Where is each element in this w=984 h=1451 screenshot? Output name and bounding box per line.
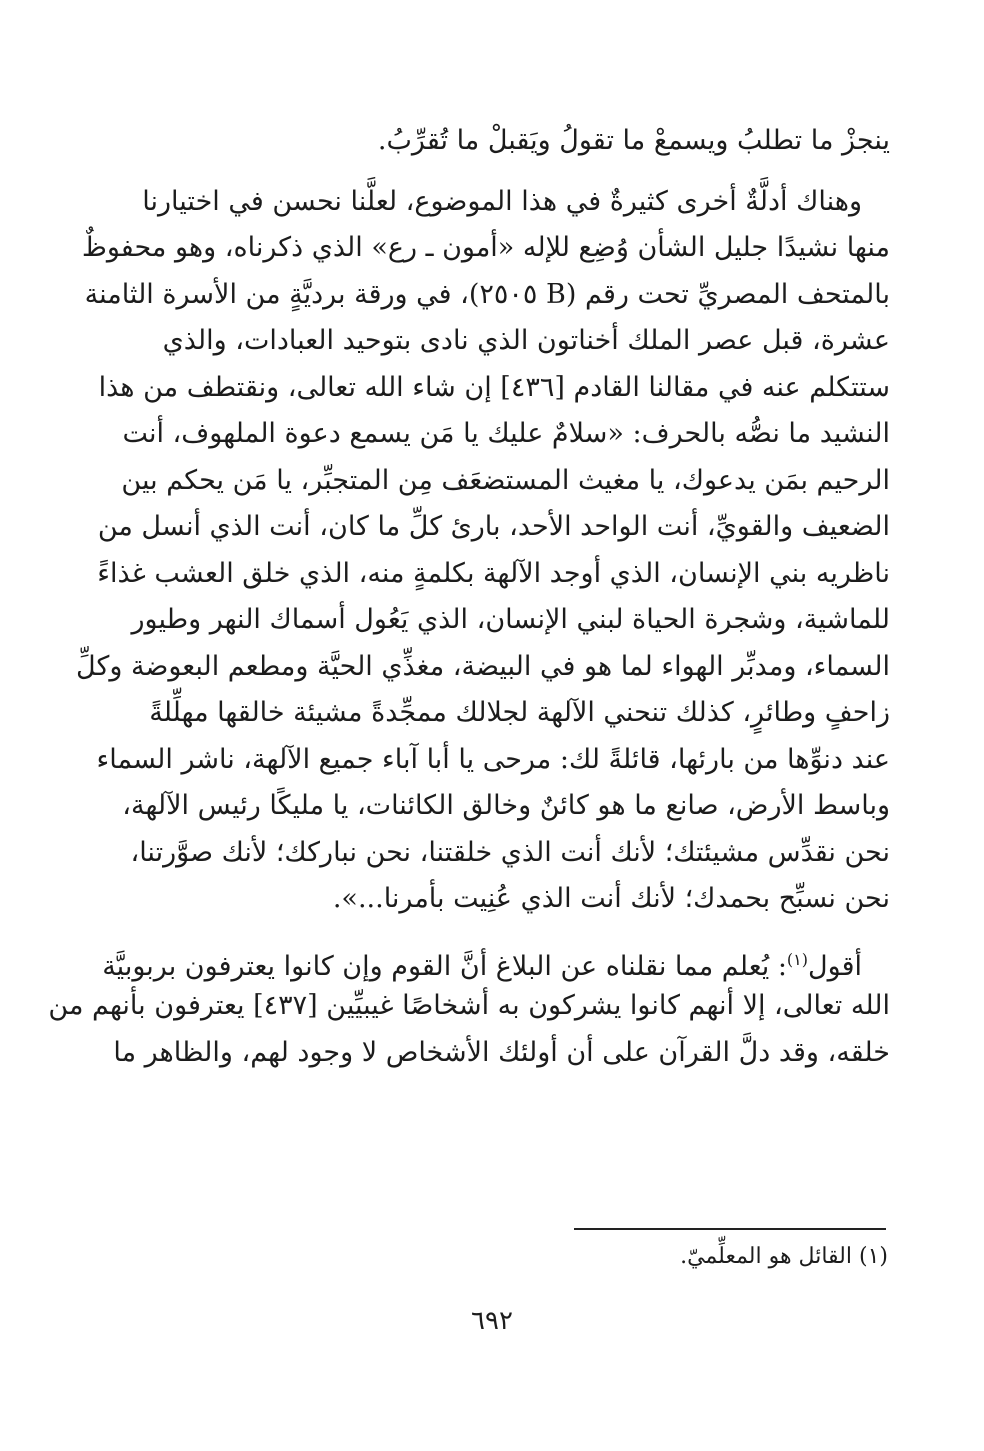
text-line: الله تعالى، إلا أنهم كانوا يشركون به أشخاصًا غيبيِّين [٤٣٧] يعترفون بأنهم من	[48, 990, 890, 1021]
text-line: عشرة، قبل عصر الملك أخناتون الذي نادى بتوحيد العبادات، والذي	[162, 325, 890, 356]
footnote-divider	[574, 1228, 886, 1230]
text-line: عند دنوِّها من بارئها، قائلةً لك: مرحى يا أبا آباء جميع الآلهة، ناشر السماء	[96, 743, 890, 775]
para2-start: أقول	[808, 950, 862, 982]
text-line: السماء، ومدبِّر الهواء لما هو في البيضة، مغذِّي الحيَّة ومطعم البعوضة وكلِّ	[76, 650, 890, 682]
text-line: النشيد ما نصُّه بالحرف: «سلامٌ عليك يا مَن يسمع دعوة الملهوف، أنت	[122, 418, 890, 449]
para2-rest: : يُعلم مما نقلناه عن البلاغ أنَّ القوم وإن كانوا يعترفون بربوبيَّة	[102, 950, 787, 982]
text-line: الرحيم بمَن يدعوك، يا مغيث المستضعَف مِن المتجبِّر، يا مَن يحكم بين	[121, 464, 890, 496]
text-line: وهناك أدلَّةٌ أخرى كثيرةٌ في هذا الموضوع، لعلَّنا نحسن في اختيارنا	[142, 185, 862, 217]
text-line: نحن نسبِّح بحمدك؛ لأنك أنت الذي عُنِيت بأمرنا...».	[332, 883, 890, 914]
paragraph-gap	[100, 165, 890, 179]
text-line: ناظريه بني الإنسان، الذي أوجد الآلهة بكلمةٍ منه، الذي خلق العشب غذاءً	[97, 557, 890, 589]
main-text	[48, 118, 890, 1076]
text-line: وباسط الأرض، صانع ما هو كائنٌ وخالق الكائنات، يا مليكًا رئيس الآلهة،	[122, 790, 890, 821]
text-line	[100, 937, 890, 984]
footnote-marker: (١)	[786, 949, 809, 969]
footnote: (١) القائل هو المعلِّميّ.	[680, 1244, 888, 1269]
text-line: خلقه، وقد دلَّ القرآن على أن أولئك الأشخاص لا وجود لهم، والظاهر ما	[113, 1036, 890, 1068]
text-line: نحن نقدِّس مشيئتك؛ لأنك أنت الذي خلقتنا، نحن نباركك؛ لأنك صوَّرتنا،	[130, 836, 890, 868]
text-line: زاحفٍ وطائرٍ، كذلك تنحني الآلهة لجلالك ممجِّدةً مشيئة خالقها مهلِّلةً	[149, 697, 890, 728]
text-line: ستتكلم عنه في مقالنا القادم [٤٣٦] إن شاء الله تعالى، ونقتطف من هذا	[98, 371, 890, 403]
text-line: ينجزْ ما تطلبُ ويسمعْ ما تقولُ ويَقبلْ ما تُقرِّبُ.	[377, 125, 890, 156]
text-line: بالمتحف المصريِّ تحت رقم (B ٢٥٠٥)، في ورقة برديَّةٍ من الأسرة الثامنة	[84, 278, 890, 310]
text-line: منها نشيدًا جليل الشأن وُضِع للإله «أمون ـ رع» الذي ذكرناه، وهو محفوظٌ	[81, 232, 890, 263]
text-line: للماشية، وشجرة الحياة لبني الإنسان، الذي يَعُول أسماك النهر وطيور	[131, 604, 890, 635]
page-number: ٦٩٢	[471, 1306, 513, 1336]
text-line: الضعيف والقويِّ، أنت الواحد الأحد، بارئ كلِّ ما كان، أنت الذي أنسل من	[97, 511, 890, 542]
paragraph-gap	[100, 923, 890, 937]
